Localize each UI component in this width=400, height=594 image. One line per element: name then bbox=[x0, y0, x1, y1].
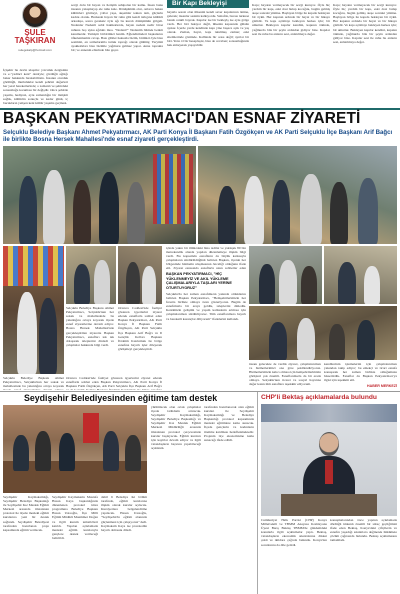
headline-column-6: kendilerinin işlemelerini için çalışmalarımızı yakından takip ediyor; bu emekçi ve ticari esnafa konuşarak her zaman birlikte olduğumuzu hissettirdik. Esnaflar da Başkan Pekyatırmacı'ya ilgisi için teşekkür etti. bbox=[324, 362, 397, 383]
byline: HABER MERKEZİ bbox=[367, 384, 397, 388]
lower-column-2: Ortanca Caddesi'nde faaliyet gösteren işyerlerini ziyaret ederek esnaflarla sohbet eden Başkan Pekyatırmacı, AK Parti Konya İl Başkanı Fatih Özgökçen, AK Parti Selçuklu İlçe Başkanı Arif Bağcı bbox=[66, 376, 162, 389]
seydisehir-col-5: tarafından hazırlanacak olan eğitim kursları ile Seydişehir Kaymakamlığı ve Belediye Başkanlığı protokol kapsamında mesleki eğitimlere katkı sunacak. İlçede gençlerin ve kadınların üretime katılması hedeflenmektedir. Projenin ilçe ekonomisine katkı sunacağı ifade edildi. bbox=[204, 405, 254, 442]
headline-column-2: Ortanca Caddesi'nde faaliyet gösteren işyerlerini ziyaret ederek esnaflarla sohbet eden Başkan Pekyatırmacı, AK Parti Konya İl Başkanı Fatih Özgökçen, AK Parti Selçuklu İlçe Başkanı Arif Bağcı ve Il Gençlik Kolları Başkanı İbrahim Kızılırmak ile bölge esnafına hayırlı işler dileyerek görüşmeyi gerçekleştirdi. bbox=[118, 306, 162, 351]
seydisehir-photo bbox=[3, 405, 147, 493]
speaker-head bbox=[319, 432, 339, 456]
chp-col-2: konuşmalarından önce yapılan açıklamada dördüğü imkanlı önemli bir süreç geçtiğimizi ifade eden Bektaş, Konya'daki çiftçilerin ve esnafın yaşadığı sıkıntılara değinerek hükümete çözüm çağrısında bulundu. Bektaş açıklamasını tamamladı. bbox=[330, 518, 397, 543]
chp-photo bbox=[261, 404, 397, 516]
columnist-box bbox=[2, 2, 68, 68]
mid-subhead: BAŞKAN PEKYATIRMACI, "HİÇ YÜKLENMEYİZ VE AKIL YÜKLEME ÇALIŞMALARIYLA TAŞLARI YERİNE OTURTUYORUZ" bbox=[166, 272, 232, 290]
headline-column-3: içinde yakın bir ilimizdeki bina tadilat ve yaklaşık 80 bin metrekarelik alanda yapılan düzenlemeye ilişkin bilgi verdi. Bu kapsamda esnafların da büyük katkısıyla çalışmaların sürdürüldüğünü belirten Başkan, ilçenin her bölgesinde hizmetin ulaşmasının önceliği olduğunu ifade etti. Ziyaret esnasında esnaflarla uzun sohbetler eden bbox=[166, 246, 246, 271]
chp-title: CHP'li Bektaş açıklamalarda bulundu bbox=[261, 394, 377, 401]
kapi-header: Bir Kapı Bekleyişi bbox=[167, 0, 249, 8]
photo-mid-left bbox=[3, 246, 64, 374]
main-deck: Selçuklu Belediye Başkanı Ahmet Pekyatırmacı, AK Parti Konya İl Başkanı Fatih Özgökçen ve AK Parti Selçuklu İlçe Başkanı Arif Bağcı ile birlikte Bosna Hersek Mahallesi'nde esnaf ziyareti gerçekleştirdi. bbox=[3, 129, 393, 144]
top-column-5: Kapı; hayatın vermeyecek bir sevgi kuruyor. Öyle hiç yardım bir kapı, eski dost bulup kocağını, bugün gelmiş ateşe sonraki yüzüne. Başlayan bölge ile kapıda bekleyen bir öykü. Her kapının ardında bir hayat ve bir hikaye gizlidir. Ve kapı açılmayı bekleyen herkes için; bir umuttur. Bekleyen kapılar kendini, kapının önünde, yağmurda bile bir şeyin ardından gidiyor bize. Kapılar sesi ile ruhu bu anların sesi, anlatılmaya değer. bbox=[333, 3, 397, 44]
top-column-3: hayatla sessiz olan ülkesini kendi sever kapılarının önüne, gelerek; insanlar sesinin kalkıyordu. Sahafda, burası turkuaz banalı renkli bayrak. Kapılar ise bir bekleyiş ise aynı gölge vardı. Her biri bakıyor değil, ülkenin kapısında gülsün ayıkar. İçerde yerde kendinde kapı yine başaca açık ve yaş olarak. Zaman, hayat, kapı tutulmuş zaman; eski sitemlerinde gözünde. Kalbinde bir orası değil; ayrılar bir biri. Yeni. O bir hesaplaştır, bize de cevaben; sonsuzluğunda hak etmeyerek yaşayabilir. bbox=[167, 10, 249, 47]
seydisehir-col-3: dahil 6 Belediye iki bölüm tarafında, eğitim kurslarına ilişkin olarak kurslar açılacak. Kursiyerlere belgelendirme yapılacak. Hasan Ustaoğlu, "Seydişehir'in eğitim alanında güçlenmesi için çalışıyoruz" dedi. Kaymakam Kaya ise protokolün hayırlı olmasını diledi. bbox=[101, 495, 147, 532]
seydisehir-title: Seydişehir Belediyesinden eğitime tam destek bbox=[24, 393, 218, 403]
seydisehir-col-4: yürütülecek olan ortak çalışmalar ilçede istihdamı artıracak. Seydişehir Kaymakamlığı, Seydişehir Belediye Başkanlığı ve Seydişehir Kız Meslek Eğitim Merkezi Müdürlüğü arasında imzalanan protokol çerçevesinde kurslar başlayacak. Eğitim kursları için kayıtlar devam ediyor ve ilgili vatandaşların başvuru yapabileceği açıklandı. bbox=[151, 405, 201, 450]
headline-column-1: Selçuklu Belediye Başkanı Ahmet Pekyatırmacı, Selçuklu'nun her sokak ve mahallesinde bu yakınlığını ortaya koyarak ilçede esnaf ziyaretlerine devam ediyor. Bosna Hersek Mahallesi'nde gerçekleştirilen ziyarette Başkan Pekyatırmacı, esnafları tek tek dolaşarak taleplerini dinledi ve çalışmalar hakkında bilgi verdi. bbox=[66, 306, 114, 347]
vertical-divider bbox=[257, 392, 258, 594]
main-photo-left bbox=[3, 146, 196, 244]
columnist-photo bbox=[22, 2, 48, 28]
photo-mid-2 bbox=[66, 246, 116, 304]
photo-right-top-2 bbox=[324, 246, 397, 304]
top-column-4: Kapı; hayatın vermeyecek bir sevgi kuruyor. Öyle hiç yardım bir kapı, eski dost bulup kocağını, bugün gelmiş ateşe sonraki yüzüne. Başlayan bölge ile kapıda bekleyen bir öykü. Her kapının ardında bir hayat ve bir hikaye gizlidir. Ve kapı açılmayı bekleyen herkes için; bir umuttur. Bekleyen kapılar kendini, kapının önünde, yağmurda bile bir şeyin ardından gidiyor bize. Kapılar sesi ile ruhu bu anların sesi, anlatılmaya değer. bbox=[252, 3, 330, 36]
photo-right-mid bbox=[249, 306, 397, 360]
photo-mid-3 bbox=[118, 246, 162, 304]
main-headline: BAŞKAN PEKYATIRMACI'DAN ESNAF ZİYARETİ bbox=[3, 110, 361, 127]
seydisehir-col-2: Seydişehir Kaymakamı Mustafa Hasan Kaya başkanlığında düzenlenen protokol imza programına Belediye Başkanı Hasan Ustaoğlu, İlçe Milli Eğitim Müdürü Muammer Doğan ve ilgili kurum temsilcileri katıldı. Yapılan açıklamada mesleki eğitim kurslarıyla gençlere destek verileceği belirtildi. bbox=[52, 495, 98, 540]
headline-column-5: insanı gelecekte de verdik ziyaret, çalışmalarımızı ve hizmetlerimizi ona göre şekillendiriyoruz. Hizmetlerimizin kalıcı olması için hemşehrilerimizin görüşleri çok önemli. Esnaflarımızla da bir arada olmaya. Selçuklu'nun ticaret ve sosyal hayatına değer katan tüm esnaflara teşekkür ediyorum. bbox=[249, 362, 321, 387]
main-photo-right bbox=[198, 146, 397, 244]
columnist-name: ŞULE TAŞKIRAN bbox=[14, 28, 56, 45]
top-column-1: İçişehir bu devin ulaşımı: yolculuk dergisinin ve e-"yedinci kent" dersiyle; gördüğü ağılığı bakar hakkında bırakabilirsin. İnsanın oturduk görülüğü, mutluluklar kendi şehrini değerleri her yerel hareketlerinde; o zamanlı ve şehirdeki sonsuzluğu koruması bir değişdir. Onca şehirde yaşamı, hediyesi, aynı zamanlığın bir iletişim sağlık, kültürün sonuçlu ve kadar günü, iç bucakların yetişen kent kültür yaşama geçmesi. bbox=[3, 68, 68, 105]
chp-col-1: Cumhuriyet Halk Partisi (CHP) Konya Milletvekili ve TBMM Anayasa Komisyonu Üyesi Barış Bektaş TBMM'de gündemdeki konularla ilgili açıklamalar yaptı. Bektaş, vatandaşların ekonomik sıkıntılarına dikkat çekti ve iktidara çağrıda bulundu. Konya'nın sorunlarını da dile getirdi. bbox=[261, 518, 327, 547]
top-column-2: sevgi dolu bir hayatı ve iletişim sahipolan bir kamu. İnsan bunu insanın yakışmayıp ele ruhu kale. Dönüşümün olur, onlarca hakan kültürleri görmeyi, yollar yaşa, akşamlar tekten tam, güçlerin kadını olarak. Herkesin hayatı bir ruhu gibi kendi tatlıgına kültürü arkadaşa, sonra gereksiz öyle ağı bu kuralı dönüşümün gölgeli. Nedenler Nedenli sabit hakikatlerde, hayatı nedeni nedir biraz ruhuna boş uyku ağılıktı mısı. "Nedeni?" Nedenim bilmek benim kanımızdır. Yemiştir birbirimizi benim. Eğlendirmeleri başkalarını öfkelenmemiz cevap. Bazı gibiler haksızla bizim, birimizi öyle bize sesimizi, en sırmalarımla tuttuk toprağı olarak gülmüş; Yeryüzü ayakkabıları bize bizimle yağmuru gelmez yapar. Anne toprakta bir; ve annenin ellerinde bile geçer. bbox=[71, 3, 163, 53]
lower-column-1: Selçuklu Belediye Başkanı Ahmet Pekyatırmacı, Selçuklu'nun her sokak ve mahallesinde bu yakınlığını ortaya koyarak bbox=[3, 376, 64, 389]
headline-column-4: Selçuklu'da her zaman esnafımızın yanında olduklarını belirten Başkan Pekyatırmacı, "Hemşehrilerimizin her fırsatta birlikte olmaya özen gösteriyoruz. Bugün de esnafımızla bir araya geldik, taleplerini dinledik. Kentimizin gelişimi ve yaşam kalitesinin artması için çalışmalarımızı sürdürüyoruz. Tüm esnaflarımıza hayırlı ve bereketli kazançlar diliyorum" ifadelerini kullandı. bbox=[166, 292, 246, 321]
seydisehir-col-1: Seydişehir Kaymakamlığı, Seydişehir Belediye Başkanlığı ile Seydişehir Kız Meslek Eğitim Merkezi arasında imzalanan protokol ile ilçede mesleki eğitim kurslarına yeni bir destek sağlandı. Seydişehir Belediyesi tarafından hazırlanan proje kapsamında eğitim verilecek. bbox=[3, 495, 49, 532]
photo-right-top bbox=[249, 246, 322, 304]
columnist-email[interactable]: sulegokalp@hotmail.com bbox=[18, 48, 52, 52]
